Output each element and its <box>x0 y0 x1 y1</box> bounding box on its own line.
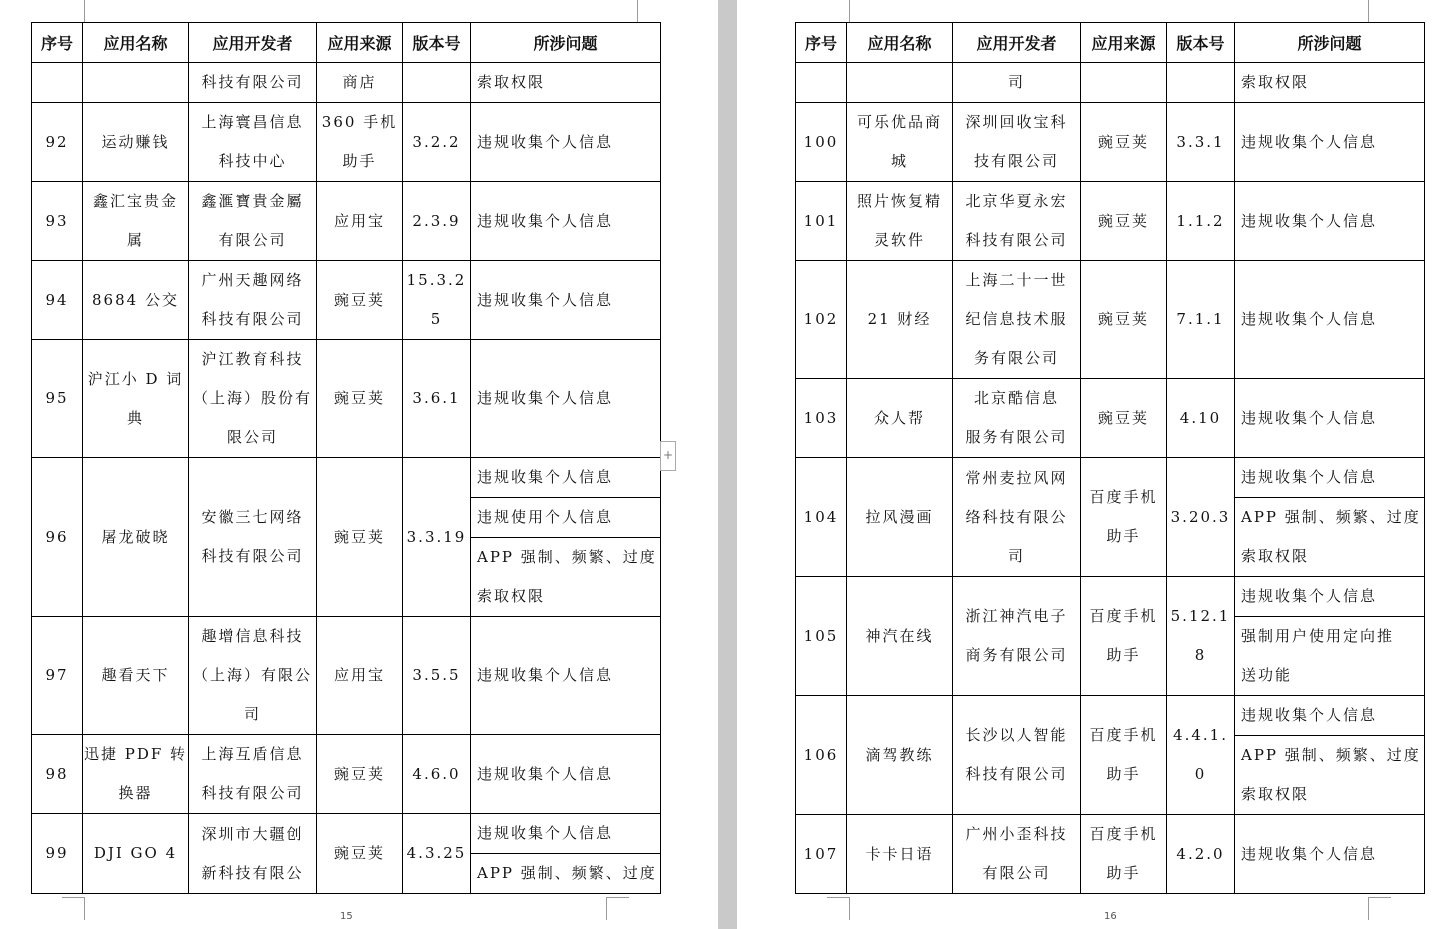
version-cell: 4.2.0 <box>1167 815 1235 894</box>
app-name-cell: 沪江小 D 词 典 <box>83 340 189 458</box>
issue-cell: APP 强制、频繁、过度 索取权限 <box>471 538 661 617</box>
issue-cell: 违规收集个人信息 <box>1235 261 1425 379</box>
source-cell: 应用宝 <box>317 617 403 735</box>
issue-cell: APP 强制、频繁、过度 索取权限 <box>1235 736 1425 815</box>
crop-mark <box>62 897 85 920</box>
index-cell: 102 <box>796 261 847 379</box>
version-cell: 4.6.0 <box>403 735 471 814</box>
app-table-left <box>31 22 661 894</box>
version-cell: 3.2.2 <box>403 103 471 182</box>
table-row <box>796 103 1425 182</box>
index-cell: 107 <box>796 815 847 894</box>
issue-cell: 违规收集个人信息 <box>1235 458 1425 498</box>
version-cell: 2.3.9 <box>403 182 471 261</box>
source-cell: 360 手机 助手 <box>317 103 403 182</box>
index-cell: 95 <box>32 340 83 458</box>
source-cell: 豌豆荚 <box>1081 261 1167 379</box>
source-cell: 豌豆荚 <box>317 340 403 458</box>
app-name-cell: 照片恢复精 灵软件 <box>847 182 953 261</box>
app-name-cell: 迅捷 PDF 转 换器 <box>83 735 189 814</box>
page-16 <box>737 0 1440 929</box>
source-cell: 百度手机 助手 <box>1081 458 1167 577</box>
table-header <box>32 23 661 63</box>
version-cell: 3.3.19 <box>403 458 471 617</box>
developer-cell: 广州天趣网络 科技有限公司 <box>189 261 317 340</box>
app-name-cell: 屠龙破晓 <box>83 458 189 617</box>
table-row-continued <box>796 63 1425 103</box>
table-row <box>32 735 661 814</box>
col-header-version: 版本号 <box>1167 23 1235 63</box>
issue-cell: 违规收集个人信息 <box>1235 696 1425 736</box>
col-header-source: 应用来源 <box>317 23 403 63</box>
crop-mark <box>1368 897 1391 920</box>
version-cell: 5.12.1 8 <box>1167 577 1235 696</box>
developer-cell: 司 <box>953 63 1081 103</box>
col-header-index: 序号 <box>32 23 83 63</box>
page-number: 15 <box>340 911 353 922</box>
index-cell: 92 <box>32 103 83 182</box>
developer-cell: 广州小歪科技 有限公司 <box>953 815 1081 894</box>
source-cell: 豌豆荚 <box>317 814 403 894</box>
index-cell: 105 <box>796 577 847 696</box>
crop-mark <box>637 0 660 23</box>
issue-cell: 违规收集个人信息 <box>1235 577 1425 617</box>
source-cell: 百度手机 助手 <box>1081 577 1167 696</box>
table-row <box>796 379 1425 458</box>
developer-cell: 北京华夏永宏 科技有限公司 <box>953 182 1081 261</box>
source-cell: 豌豆荚 <box>1081 103 1167 182</box>
page-15 <box>0 0 718 929</box>
developer-cell: 浙江神汽电子 商务有限公司 <box>953 577 1081 696</box>
developer-cell: 上海互盾信息 科技有限公司 <box>189 735 317 814</box>
version-cell: 3.20.3 <box>1167 458 1235 577</box>
source-cell: 豌豆荚 <box>1081 379 1167 458</box>
index-cell: 106 <box>796 696 847 815</box>
developer-cell: 北京酷信息 服务有限公司 <box>953 379 1081 458</box>
developer-cell: 鑫滙寶貴金屬 有限公司 <box>189 182 317 261</box>
app-name-cell: 滴驾教练 <box>847 696 953 815</box>
index-cell: 93 <box>32 182 83 261</box>
issue-cell: 违规收集个人信息 <box>1235 815 1425 894</box>
app-name-cell: 卡卡日语 <box>847 815 953 894</box>
app-name-cell: 可乐优品商 城 <box>847 103 953 182</box>
issue-cell: 违规收集个人信息 <box>471 814 661 854</box>
issue-cell: 违规收集个人信息 <box>1235 182 1425 261</box>
app-name-cell: 趣看天下 <box>83 617 189 735</box>
crop-mark <box>827 0 850 23</box>
issue-cell: 强制用户使用定向推 送功能 <box>1235 617 1425 696</box>
issue-cell: 违规收集个人信息 <box>471 182 661 261</box>
issue-cell: 违规使用个人信息 <box>471 498 661 538</box>
issue-cell: 违规收集个人信息 <box>1235 379 1425 458</box>
app-name-cell: 拉风漫画 <box>847 458 953 577</box>
table-row-continued <box>32 63 661 103</box>
version-cell: 1.1.2 <box>1167 182 1235 261</box>
version-cell: 4.10 <box>1167 379 1235 458</box>
source-cell: 百度手机 助手 <box>1081 815 1167 894</box>
crop-mark <box>1368 0 1391 23</box>
version-cell: 15.3.2 5 <box>403 261 471 340</box>
col-header-app-name: 应用名称 <box>847 23 953 63</box>
page-number: 16 <box>1104 911 1117 922</box>
col-header-developer: 应用开发者 <box>189 23 317 63</box>
issue-cell: 违规收集个人信息 <box>471 617 661 735</box>
table-row <box>796 577 1425 617</box>
issue-cell: 违规收集个人信息 <box>471 261 661 340</box>
crop-mark <box>606 897 629 920</box>
index-cell: 97 <box>32 617 83 735</box>
add-table-row-icon[interactable]: + <box>660 441 676 471</box>
app-table-right <box>795 22 1425 894</box>
index-cell: 99 <box>32 814 83 894</box>
index-cell: 94 <box>32 261 83 340</box>
page-gutter <box>718 0 737 929</box>
issue-cell: 违规收集个人信息 <box>471 103 661 182</box>
col-header-issue: 所涉问题 <box>471 23 661 63</box>
app-name-cell: 21 财经 <box>847 261 953 379</box>
table-row <box>796 696 1425 736</box>
developer-cell: 科技有限公司 <box>189 63 317 103</box>
issue-cell: 索取权限 <box>1235 63 1425 103</box>
col-header-source: 应用来源 <box>1081 23 1167 63</box>
table-row <box>32 103 661 182</box>
table-row <box>796 815 1425 894</box>
table-row <box>796 261 1425 379</box>
col-header-index: 序号 <box>796 23 847 63</box>
version-cell: 3.5.5 <box>403 617 471 735</box>
table-row <box>32 340 661 458</box>
developer-cell: 上海二十一世 纪信息技术服 务有限公司 <box>953 261 1081 379</box>
source-cell: 应用宝 <box>317 182 403 261</box>
index-cell: 96 <box>32 458 83 617</box>
issue-cell: APP 强制、频繁、过度 索取权限 <box>1235 498 1425 577</box>
source-cell: 豌豆荚 <box>317 261 403 340</box>
issue-cell: 违规收集个人信息 <box>1235 103 1425 182</box>
developer-cell: 深圳市大疆创 新科技有限公 <box>189 814 317 894</box>
developer-cell: 上海寰昌信息 科技中心 <box>189 103 317 182</box>
col-header-issue: 所涉问题 <box>1235 23 1425 63</box>
issue-cell: 违规收集个人信息 <box>471 340 661 458</box>
col-header-version: 版本号 <box>403 23 471 63</box>
table-row <box>32 814 661 854</box>
version-cell: 3.3.1 <box>1167 103 1235 182</box>
crop-mark <box>62 0 85 23</box>
developer-cell: 沪江教育科技 （上海）股份有 限公司 <box>189 340 317 458</box>
table-row <box>32 261 661 340</box>
table-header <box>796 23 1425 63</box>
app-name-cell: 8684 公交 <box>83 261 189 340</box>
source-cell: 豌豆荚 <box>317 735 403 814</box>
developer-cell: 长沙以人智能 科技有限公司 <box>953 696 1081 815</box>
index-cell: 104 <box>796 458 847 577</box>
app-name-cell: DJI GO 4 <box>83 814 189 894</box>
table-row <box>32 458 661 498</box>
version-cell: 7.1.1 <box>1167 261 1235 379</box>
version-cell: 4.4.1. 0 <box>1167 696 1235 815</box>
index-cell: 103 <box>796 379 847 458</box>
issue-cell: 违规收集个人信息 <box>471 458 661 498</box>
col-header-developer: 应用开发者 <box>953 23 1081 63</box>
developer-cell: 深圳回收宝科 技有限公司 <box>953 103 1081 182</box>
app-name-cell: 运动赚钱 <box>83 103 189 182</box>
table-row <box>796 458 1425 498</box>
col-header-app-name: 应用名称 <box>83 23 189 63</box>
source-cell: 商店 <box>317 63 403 103</box>
table-row <box>32 182 661 261</box>
source-cell: 豌豆荚 <box>1081 182 1167 261</box>
version-cell: 4.3.25 <box>403 814 471 894</box>
table-row <box>32 617 661 735</box>
developer-cell: 安徽三七网络 科技有限公司 <box>189 458 317 617</box>
version-cell: 3.6.1 <box>403 340 471 458</box>
developer-cell: 趣增信息科技 （上海）有限公 司 <box>189 617 317 735</box>
app-name-cell: 鑫汇宝贵金 属 <box>83 182 189 261</box>
source-cell: 豌豆荚 <box>317 458 403 617</box>
index-cell: 98 <box>32 735 83 814</box>
issue-cell: 违规收集个人信息 <box>471 735 661 814</box>
app-name-cell: 神汽在线 <box>847 577 953 696</box>
issue-cell: APP 强制、频繁、过度 <box>471 854 661 894</box>
table-row <box>796 182 1425 261</box>
issue-cell: 索取权限 <box>471 63 661 103</box>
developer-cell: 常州麦拉风网 络科技有限公 司 <box>953 458 1081 577</box>
app-name-cell: 众人帮 <box>847 379 953 458</box>
index-cell: 101 <box>796 182 847 261</box>
source-cell: 百度手机 助手 <box>1081 696 1167 815</box>
crop-mark <box>827 897 850 920</box>
index-cell: 100 <box>796 103 847 182</box>
